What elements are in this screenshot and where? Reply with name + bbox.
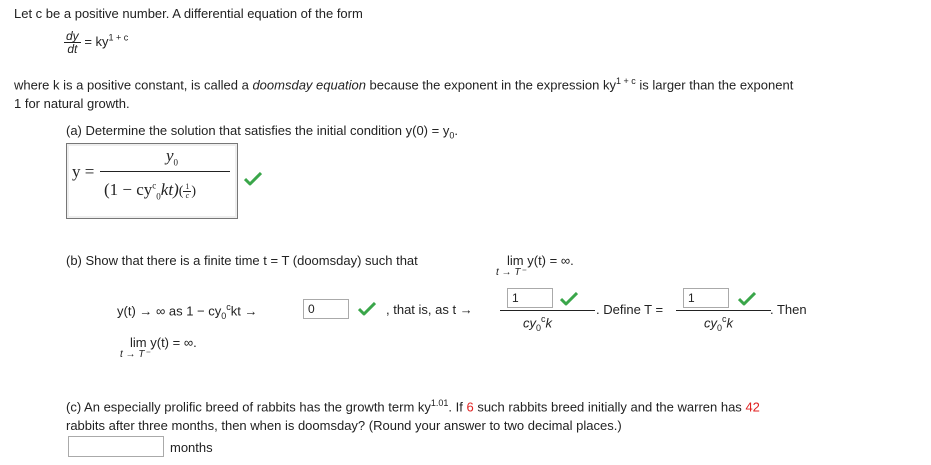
answer-num-sub: 0 — [173, 157, 179, 168]
intro-line-2 — [14, 76, 793, 92]
eq-numerator: dy — [66, 29, 79, 43]
intro-line-2a: where k is a positive constant, is called a — [14, 77, 253, 93]
doomsday-term: doomsday equation — [252, 77, 366, 93]
lim-word: lim — [507, 253, 524, 268]
eq-exponent: 1 + c — [108, 32, 129, 43]
part-b-limit-sub: t → T⁻ — [496, 267, 526, 278]
frac1-den-sup: c — [541, 314, 546, 324]
part-c-unit-label: months — [170, 440, 213, 455]
power-num: 1 — [185, 181, 190, 191]
frac1-den-end: k — [545, 315, 553, 331]
part-c-prompt-b: . If — [448, 399, 467, 415]
answer-den-sup: c — [152, 180, 157, 191]
part-b-line-a — [117, 302, 258, 321]
checkmark-icon — [560, 292, 578, 306]
part-a-answer-denominator: $(1 - cy^c_0kt)$( $\frac{1}{c}$ ) — [104, 180, 197, 202]
checkmark-icon — [244, 172, 262, 186]
line-a-sup: c — [226, 302, 231, 312]
part-b-input-1[interactable]: 0 — [303, 299, 349, 319]
part-b-frac2-denominator — [704, 314, 733, 333]
line-a-sub: 0 — [221, 310, 227, 321]
part-c-prompt-line-2: rabbits after three months, then when is doomsday? (Round your answer to two decimal places.) — [66, 418, 622, 433]
part-a-answer-numerator — [112, 146, 232, 167]
part-c-answer-input[interactable] — [68, 436, 164, 457]
part-b-frac2-numerator-input[interactable]: 1 — [683, 288, 729, 308]
line-a-end: kt → — [230, 303, 258, 319]
intro-line-3: 1 for natural growth. — [14, 96, 130, 111]
answer-den-kt: kt) — [160, 180, 179, 199]
later-rabbit-count: 42 — [745, 399, 760, 415]
checkmark-icon — [738, 292, 756, 306]
part-b-frac1-denominator — [523, 314, 552, 333]
part-a-fraction-bar — [100, 171, 230, 172]
frac2-den-end: k — [726, 315, 734, 331]
part-c-prompt-line-1 — [66, 398, 760, 414]
part-c-prompt-c: such rabbits breed initially and the warren has — [473, 399, 746, 415]
final-lim-fn: y(t) = ∞. — [150, 335, 197, 350]
part-b-prompt: (b) Show that there is a finite time t = T (doomsday) such that — [66, 253, 418, 268]
part-a-answer-lhs: y = — [72, 162, 95, 181]
part-c-prompt-a: (c) An especially prolific breed of rabbits has the growth term ky — [66, 399, 431, 415]
eq-denominator: dt — [67, 42, 78, 56]
part-b-frac1-bar — [500, 310, 595, 311]
part-a-prompt-text: (a) Determine the solution that satisfies the initial condition y(0) = y — [66, 123, 450, 138]
part-a-prompt-sub: 0 — [449, 130, 455, 141]
part-a-prompt-end: . — [454, 123, 458, 138]
part-b-mid-text: , that is, as t → — [386, 302, 473, 317]
intro-exponent: 1 + c — [616, 76, 636, 86]
intro-line-2c: is larger than the exponent — [635, 77, 794, 93]
part-b-final-limit-sub: t → T⁻ — [120, 349, 150, 360]
frac2-den-base: cy — [704, 315, 717, 331]
initial-rabbit-count: 6 — [466, 399, 474, 415]
checkmark-icon — [358, 302, 376, 316]
doomsday-equation — [64, 30, 128, 55]
answer-den-base: (1 − cy — [104, 180, 153, 199]
part-b-then-text: . Then — [770, 302, 807, 317]
part-b-final-limit — [130, 335, 197, 350]
answer-den-sub: 0 — [156, 191, 161, 202]
frac1-den-base: cy — [523, 315, 536, 331]
part-b-frac1-numerator-input[interactable]: 1 — [507, 288, 553, 308]
final-lim-word: lim — [130, 335, 147, 350]
frac2-den-sub: 0 — [717, 322, 723, 333]
intro-line-1: Let c be a positive number. A differential equation of the form — [14, 6, 363, 21]
intro-line-2b: because the exponent in the expression ky — [365, 77, 616, 93]
eq-rhs: = ky — [84, 33, 109, 49]
part-b-limit — [507, 253, 574, 268]
frac1-den-sub: 0 — [536, 322, 542, 333]
frac2-den-sup: c — [722, 314, 727, 324]
part-b-define-text: . Define T = — [596, 302, 664, 317]
lim-fn: y(t) = ∞. — [527, 253, 574, 268]
answer-num-y: y — [165, 146, 174, 165]
part-b-frac2-bar — [676, 310, 771, 311]
line-a-text: y(t) → ∞ as 1 − cy — [117, 303, 222, 319]
part-a-prompt — [66, 123, 458, 141]
power-den: c — [185, 190, 190, 200]
part-c-exponent: 1.01 — [430, 398, 449, 408]
